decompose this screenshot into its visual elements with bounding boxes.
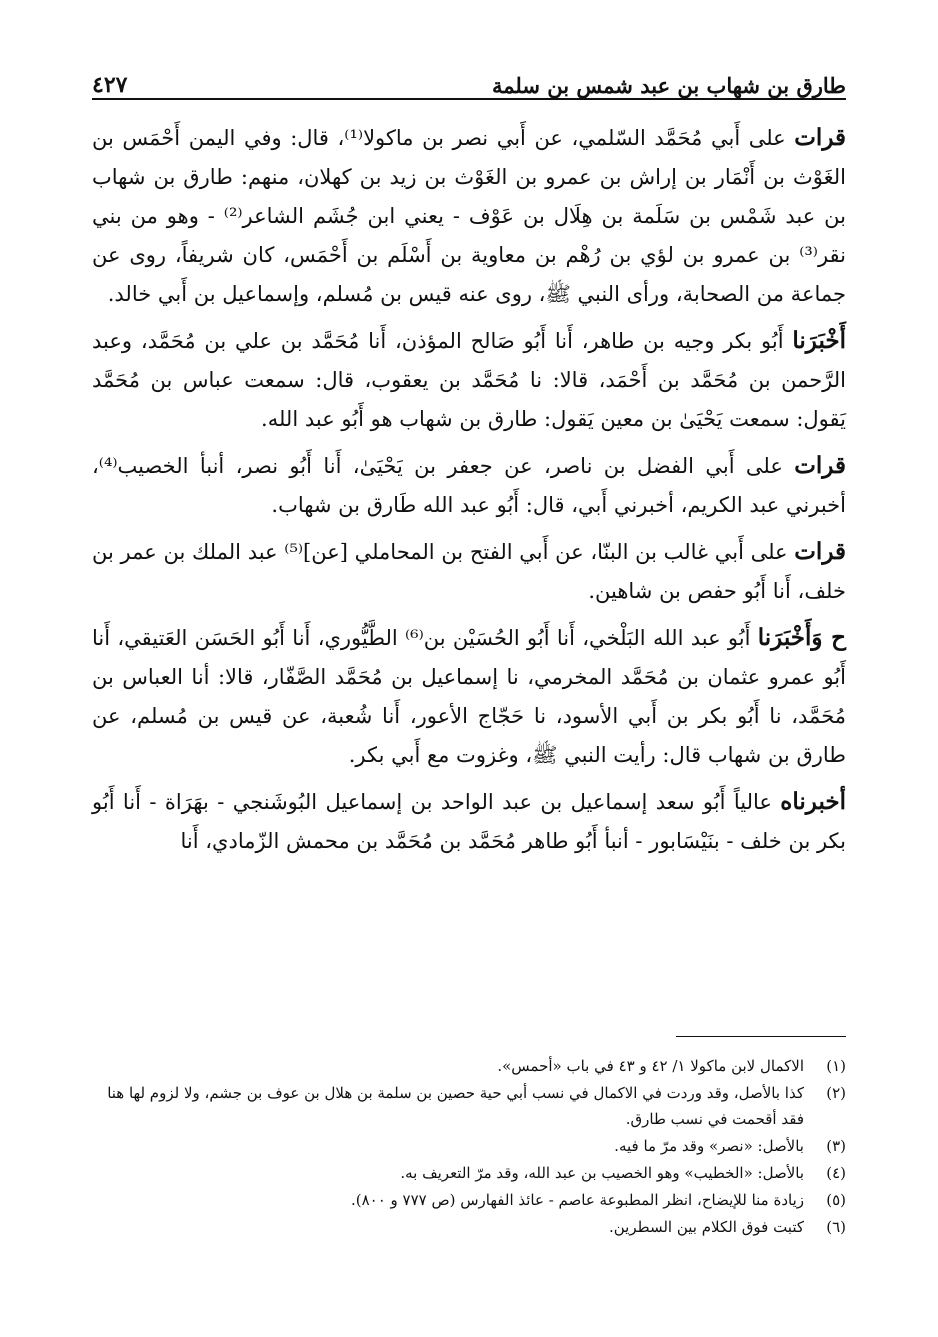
paragraph-lead: قرات [794,124,847,151]
footnote [92,1133,846,1159]
footnote-number: (٢) [826,1084,846,1102]
paragraph-lead: ح وَأَخْبَرَنا [757,624,847,651]
footnote-number: (٣) [826,1137,846,1155]
paragraph [92,446,846,525]
footnote [92,1080,846,1132]
paragraph [92,321,846,439]
paragraph [92,118,846,314]
footnotes [92,1053,846,1241]
footnote-number: (٥) [826,1191,846,1209]
running-header [92,58,846,98]
footnote [92,1160,846,1186]
paragraph [92,618,846,775]
paragraph [92,782,846,861]
footnote-text: كتبت فوق الكلام بين السطرين. [609,1218,804,1236]
footnote-text: بالأصل: «نصر» وقد مرّ ما فيه. [614,1137,804,1155]
paragraph-lead: قرات [794,452,846,479]
footnote [92,1214,846,1240]
page-number: ٤٢٧ [92,72,128,98]
paragraph-text: عالياً أَبُو سعد إسماعيل بن عبد الواحد بن إسماعيل البُوشَنجي - بهَرَاة - أَنا أَبُو بكر بن خلف - بنَيْسَابور - أنبأ أَبُو طاهر مُحَمَّد بن مُحَمَّد بن محمش الزّمادي، أَنا [92,790,846,853]
paragraph-lead: قرات [794,538,847,565]
main-text [92,118,846,868]
paragraph [92,532,846,611]
paragraph-text: على أَبي الفضل بن ناصر، عن جعفر بن يَحْيَىٰ، أَنا أَبُو نصر، أنبأ الخصيب⁽⁴⁾، أخبرني عبد الكريم، أخبرني أَبي، قال: أَبُو عبد الله طَارق بن شهاب. [92,454,846,517]
footnote-text: زيادة منا للإيضاح، انظر المطبوعة عاصم - عائذ الفهارس (ص ٧٧٧ و ٨٠٠). [350,1191,804,1209]
paragraph-text: على أَبي مُحَمَّد السّلمي، عن أَبي نصر بن ماكولا⁽¹⁾، قال: وفي اليمن أَحْمَس بن الغَوْث بن أَنْمَار بن إراش بن عمرو بن الغَوْث بن زيد بن كهلان، منهم: طارق بن شهاب بن عبد شَمْس بن سَلَمة بن هِلَال بن عَوْف - يعني ابن جُشَم الشاعر⁽²⁾ - وهو من بني نقر⁽³⁾ بن عمرو بن لؤي بن رُهْم بن معاوية بن أَسْلَم بن أَحْمَس، كان شريفاً، روى عن جماعة من الصحابة، ورأى النبي ﷺ، روى عنه قيس بن مُسلم، وإسماعيل بن أَبي خالد. [92,126,846,306]
footnote-separator [676,1036,846,1037]
header-rule [92,98,846,100]
footnote [92,1187,846,1213]
footnote-text: الاكمال لابن ماكولا ١/ ٤٢ و ٤٣ في باب «أحمس». [497,1057,804,1075]
footnote-text: بالأصل: «الخطيب» وهو الخصيب بن عبد الله، وقد مرّ التعريف به. [400,1164,804,1182]
paragraph-text: على أَبي غالب بن البنّا، عن أَبي الفتح بن المحاملي [عن]⁽⁵⁾ عبد الملك بن عمر بن خلف، أَنا أَبُو حفص بن شاهين. [92,540,846,603]
running-title: طارق بن شهاب بن عبد شمس بن سلمة [491,73,846,98]
footnote-number: (٤) [826,1164,846,1182]
footnote-number: (٦) [826,1218,846,1236]
footnote [92,1053,846,1079]
paragraph-lead: أخبرناه [780,788,846,815]
paragraph-text: أَبُو بكر وجيه بن طاهر، أَنا أَبُو صَالح المؤذن، أَنا مُحَمَّد بن علي بن مُحَمَّد، وعبد الرَّحمن بن مُحَمَّد بن أَحْمَد، قالا: نا مُحَمَّد بن يعقوب، قال: سمعت عباس بن مُحَمَّد يَقول: سمعت يَحْيَىٰ بن معين يَقول: طارق بن شهاب هو أَبُو عبد الله. [92,329,846,431]
footnote-number: (١) [826,1057,846,1075]
paragraph-text: أَبُو عبد الله البَلْخي، أَنا أَبُو الحُسَيْن بن⁽⁶⁾ الطَّيُّوري، أَنا أَبُو الحَسَن العَتيقي، أَنا أَبُو عمرو عثمان بن مُحَمَّد المخرمي، نا إسماعيل بن مُحَمَّد الصَّفّار، قالا: أنا العباس بن مُحَمَّد، نا أَبُو بكر بن أَبي الأسود، نا حَجّاج الأعور، أَنا شُعبة، عن قيس بن مُسلم، عن طارق بن شهاب قال: رأيت النبي ﷺ، وغزوت مع أَبي بكر. [92,626,846,767]
paragraph-lead: أَخْبَرَنا [792,327,846,354]
footnote-text: كذا بالأصل، وقد وردت في الاكمال في نسب أبي حية حصين بن سلمة بن هلال بن عوف بن جشم، ولا لزوم لها هنا فقد أقحمت في نسب طارق. [107,1084,804,1128]
